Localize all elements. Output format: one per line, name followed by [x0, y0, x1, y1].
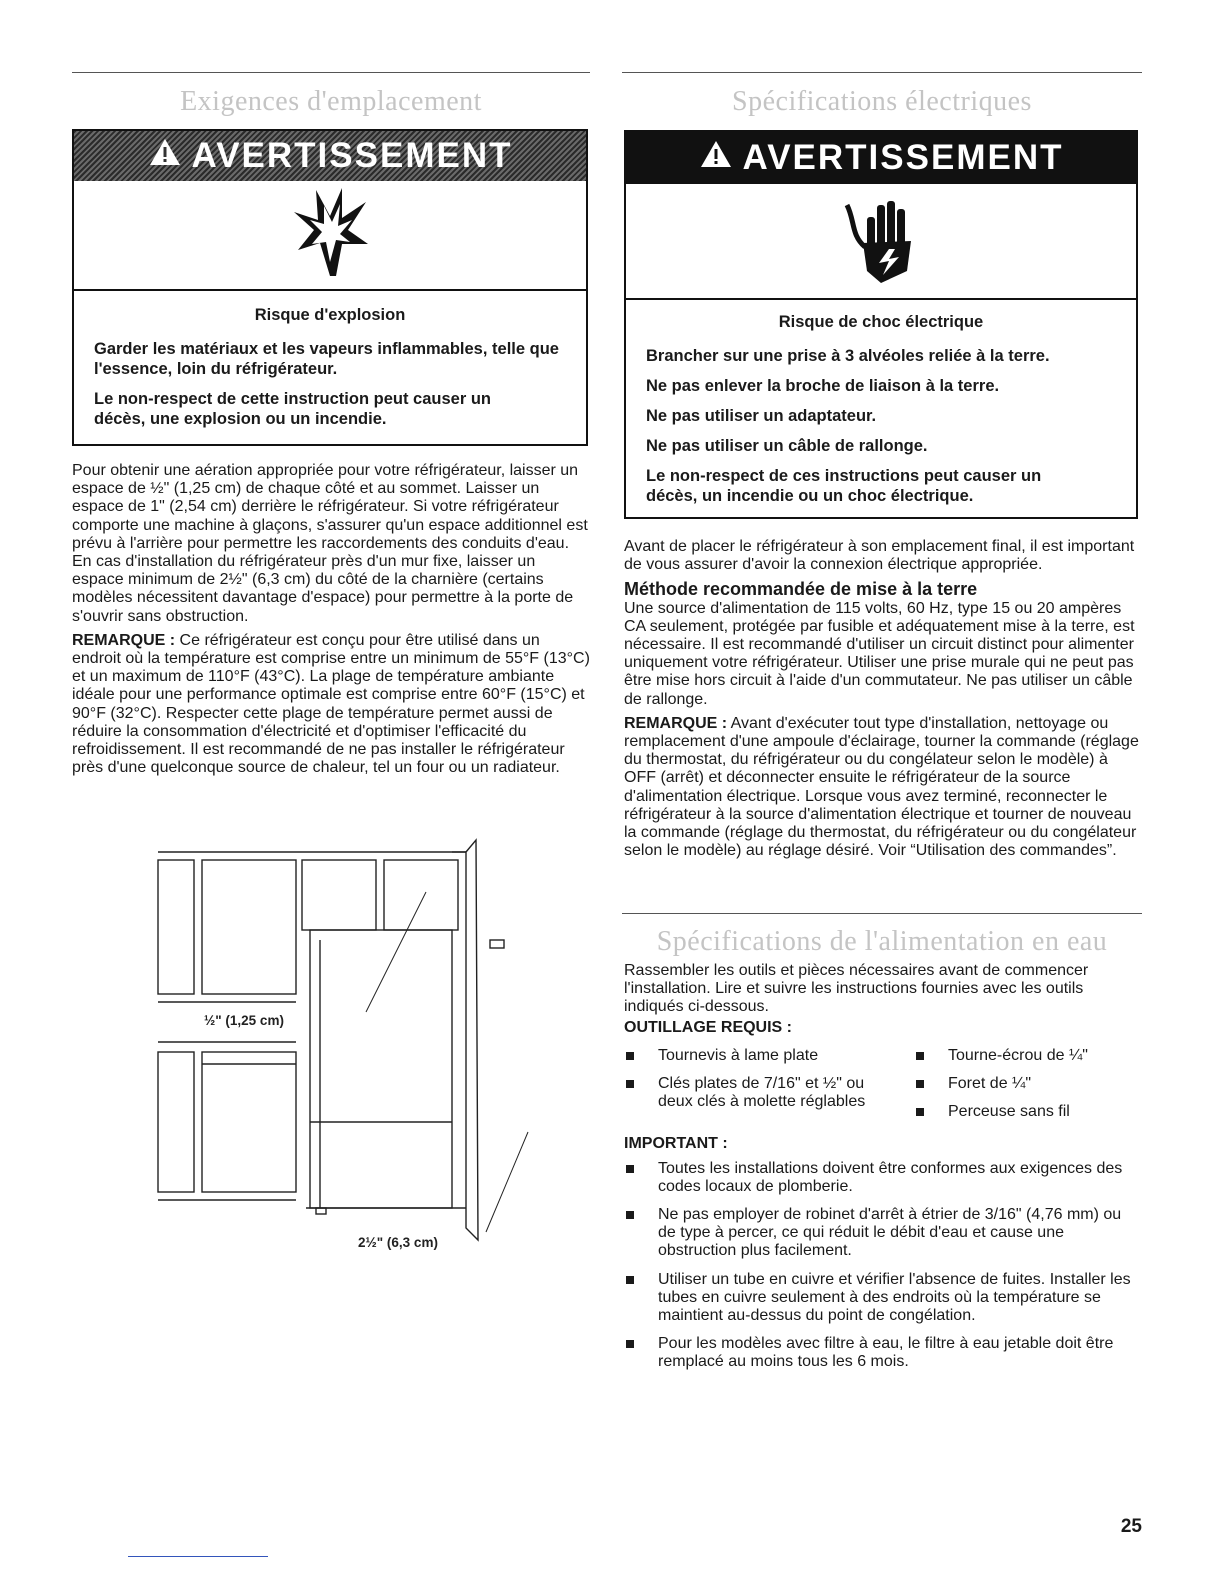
warning-shock-line-4: Ne pas utiliser un câble de rallonge. [646, 437, 928, 455]
section-title-water: Spécifications de l'alimentation en eau [656, 926, 1108, 957]
ground-method-title: Méthode recommandée de mise à la terre [624, 579, 978, 600]
warning-line-1: Garder les matériaux et les vapeurs inflammables, telle que l'essence, loin du réfrigérateur. [94, 340, 559, 378]
warning-shock-line-3: Ne pas utiliser un adaptateur. [646, 407, 877, 425]
top-rule-left [72, 72, 590, 73]
top-rule-right [622, 72, 1142, 73]
warning-icon-row-shock [626, 184, 1136, 300]
footer-link-rule [128, 1556, 268, 1557]
electric-shock-icon [841, 191, 921, 292]
warning-triangle-icon-shock [699, 138, 733, 178]
tool-item: Perceuse sans fil [914, 1103, 1142, 1121]
electrical-note-label: REMARQUE : [624, 714, 728, 732]
warning-shock-line-5: Le non-respect de ces instructions peut causer un décès, un incendie ou un choc électrique. [646, 467, 1042, 505]
clearance-diagram [156, 832, 576, 1252]
location-note [72, 632, 590, 778]
location-paragraph: Pour obtenir une aération appropriée pour votre réfrigérateur, laisser un espace de ½" (1,25 cm) de chaque côté et au sommet. Laisser un espace de 1" (2,54 cm) derrière le réfrigérateur. Si votre réfrigérateur comporte une machine à glaçons, s'assurer qu'un espace additionnel est prévu à l'arrière pour permettre les raccordements des conduits d'eau. En cas d'installation du réfrigérateur près d'un mur fixe, laisser un espace minimum de 2½" (6,3 cm) du côté de la charnière (certains modèles nécessitent davantage d'espace) pour permettre à la porte de s'ouvrir sans obstruction. [72, 462, 588, 625]
water-body [624, 962, 1142, 1382]
warning-line-2: Le non-respect de cette instruction peut causer un décès, une explosion ou un incendie. [94, 390, 491, 428]
explosion-icon [290, 188, 370, 283]
important-item: Pour les modèles avec filtre à eau, le filtre à eau jetable doit être remplacé au moins tous les 6 mois. [624, 1335, 1142, 1371]
warning-header-label: AVERTISSEMENT [191, 136, 513, 175]
warning-shock-line-1: Brancher sur une prise à 3 alvéoles reliée à la terre. [646, 347, 1050, 365]
electrical-note [624, 715, 1142, 861]
warning-header [74, 131, 586, 181]
warning-text [74, 291, 586, 429]
important-item: Utiliser un tube en cuivre et vérifier l'absence de fuites. Installer les tubes en cuivre seulement à des endroits où la température se maintient au-dessus du point de congélation. [624, 1271, 1142, 1326]
important-title: IMPORTANT : [624, 1135, 728, 1153]
tools-list-right [914, 1047, 1142, 1132]
water-section-rule [622, 913, 1142, 914]
note-label: REMARQUE : [72, 631, 176, 649]
electrical-note-text: Avant d'exécuter tout type d'installation, nettoyage ou remplacement d'une ampoule d'éclairage, tourner la commande (réglage du thermostat, du réfrigérateur ou du congélateur selon le modèle) à OFF (arrêt) et déconnecter ensuite le réfrigérateur de la source d'alimentation électrique. Lorsque vous avez terminé, reconnecter le réfrigérateur à la source d'alimentation électrique et tourner de nouveau la commande (réglage du thermostat, du réfrigérateur ou du congélateur selon le modèle) au réglage désiré. Voir “Utilisation des commandes”. [624, 714, 1139, 860]
electrical-body [624, 538, 1142, 866]
page-number: 25 [1120, 1516, 1142, 1537]
tool-item: Tourne-écrou de ¼" [914, 1047, 1142, 1065]
warning-header-shock [626, 132, 1136, 184]
section-title-location: Exigences d'emplacement [180, 86, 482, 117]
tool-item: Clés plates de 7/16" et ½" ou deux clés à molette réglables [624, 1075, 914, 1111]
warning-risk-title-shock: Risque de choc électrique [778, 313, 984, 331]
warning-triangle-icon [148, 136, 182, 176]
diagram-label-hinge: 2½" (6,3 cm) [358, 1235, 438, 1250]
warning-risk-title: Risque d'explosion [254, 306, 406, 324]
ground-method-text: Une source d'alimentation de 115 volts, 60 Hz, type 15 ou 20 ampères CA seulement, protégée par fusible et adéquatement mise à la terre, est nécessaire. Il est recommandé d'utiliser un circuit distinct pour alimenter uniquement votre réfrigérateur. Utiliser une prise murale qui ne peut pas être mise hors circuit à l'aide d'un commutateur. Ne pas utiliser un câble de rallonge. [624, 599, 1135, 708]
tools-list-left [624, 1047, 914, 1132]
warning-header-label-shock: AVERTISSEMENT [742, 138, 1064, 177]
water-intro: Rassembler les outils et pièces nécessaires avant de commencer l'installation. Lire et suivre les instructions fournies avec les outils indiqués ci-dessous. [624, 962, 1089, 1016]
electrical-intro: Avant de placer le réfrigérateur à son emplacement final, il est important de vous assurer d'avoir la connexion électrique appropriée. [624, 538, 1135, 574]
clearance-diagram-drawing [156, 832, 576, 1252]
note-text: Ce réfrigérateur est conçu pour être utilisé dans un endroit où la température est comprise entre un minimum de 55°F (13°C) et un maximum de 110°F (43°C). La plage de température ambiante idéale pour une performance optimale est comprise entre 60°F (15°C) et 90°F (32°C). Respecter cette plage de température permet aussi de réduire la consommation d'électricité et d'optimiser l'efficacité du refroidissement. Il est recommandé de ne pas installer le réfrigérateur près d'une quelconque source de chaleur, tel un four ou un radiateur. [72, 631, 590, 777]
warning-text-shock [626, 300, 1136, 506]
tools-list [624, 1047, 1142, 1132]
tool-item: Tournevis à lame plate [624, 1047, 914, 1065]
location-body [72, 462, 590, 783]
warning-shock-line-2: Ne pas enlever la broche de liaison à la terre. [646, 377, 1000, 395]
section-title-electrical: Spécifications électriques [732, 86, 1032, 117]
warning-box-shock [624, 130, 1138, 519]
tools-title: OUTILLAGE REQUIS : [624, 1018, 792, 1036]
diagram-label-side: ½" (1,25 cm) [204, 1013, 284, 1028]
tool-item: Foret de ¼" [914, 1075, 1142, 1093]
important-item: Toutes les installations doivent être conformes aux exigences des codes locaux de plomberie. [624, 1160, 1142, 1196]
warning-icon-row [74, 181, 586, 291]
warning-box-explosion [72, 129, 588, 446]
important-item: Ne pas employer de robinet d'arrêt à étrier de 3/16" (4,76 mm) ou de type à percer, ce qui réduit le débit d'eau et cause une obstruction plus facilement. [624, 1206, 1142, 1261]
